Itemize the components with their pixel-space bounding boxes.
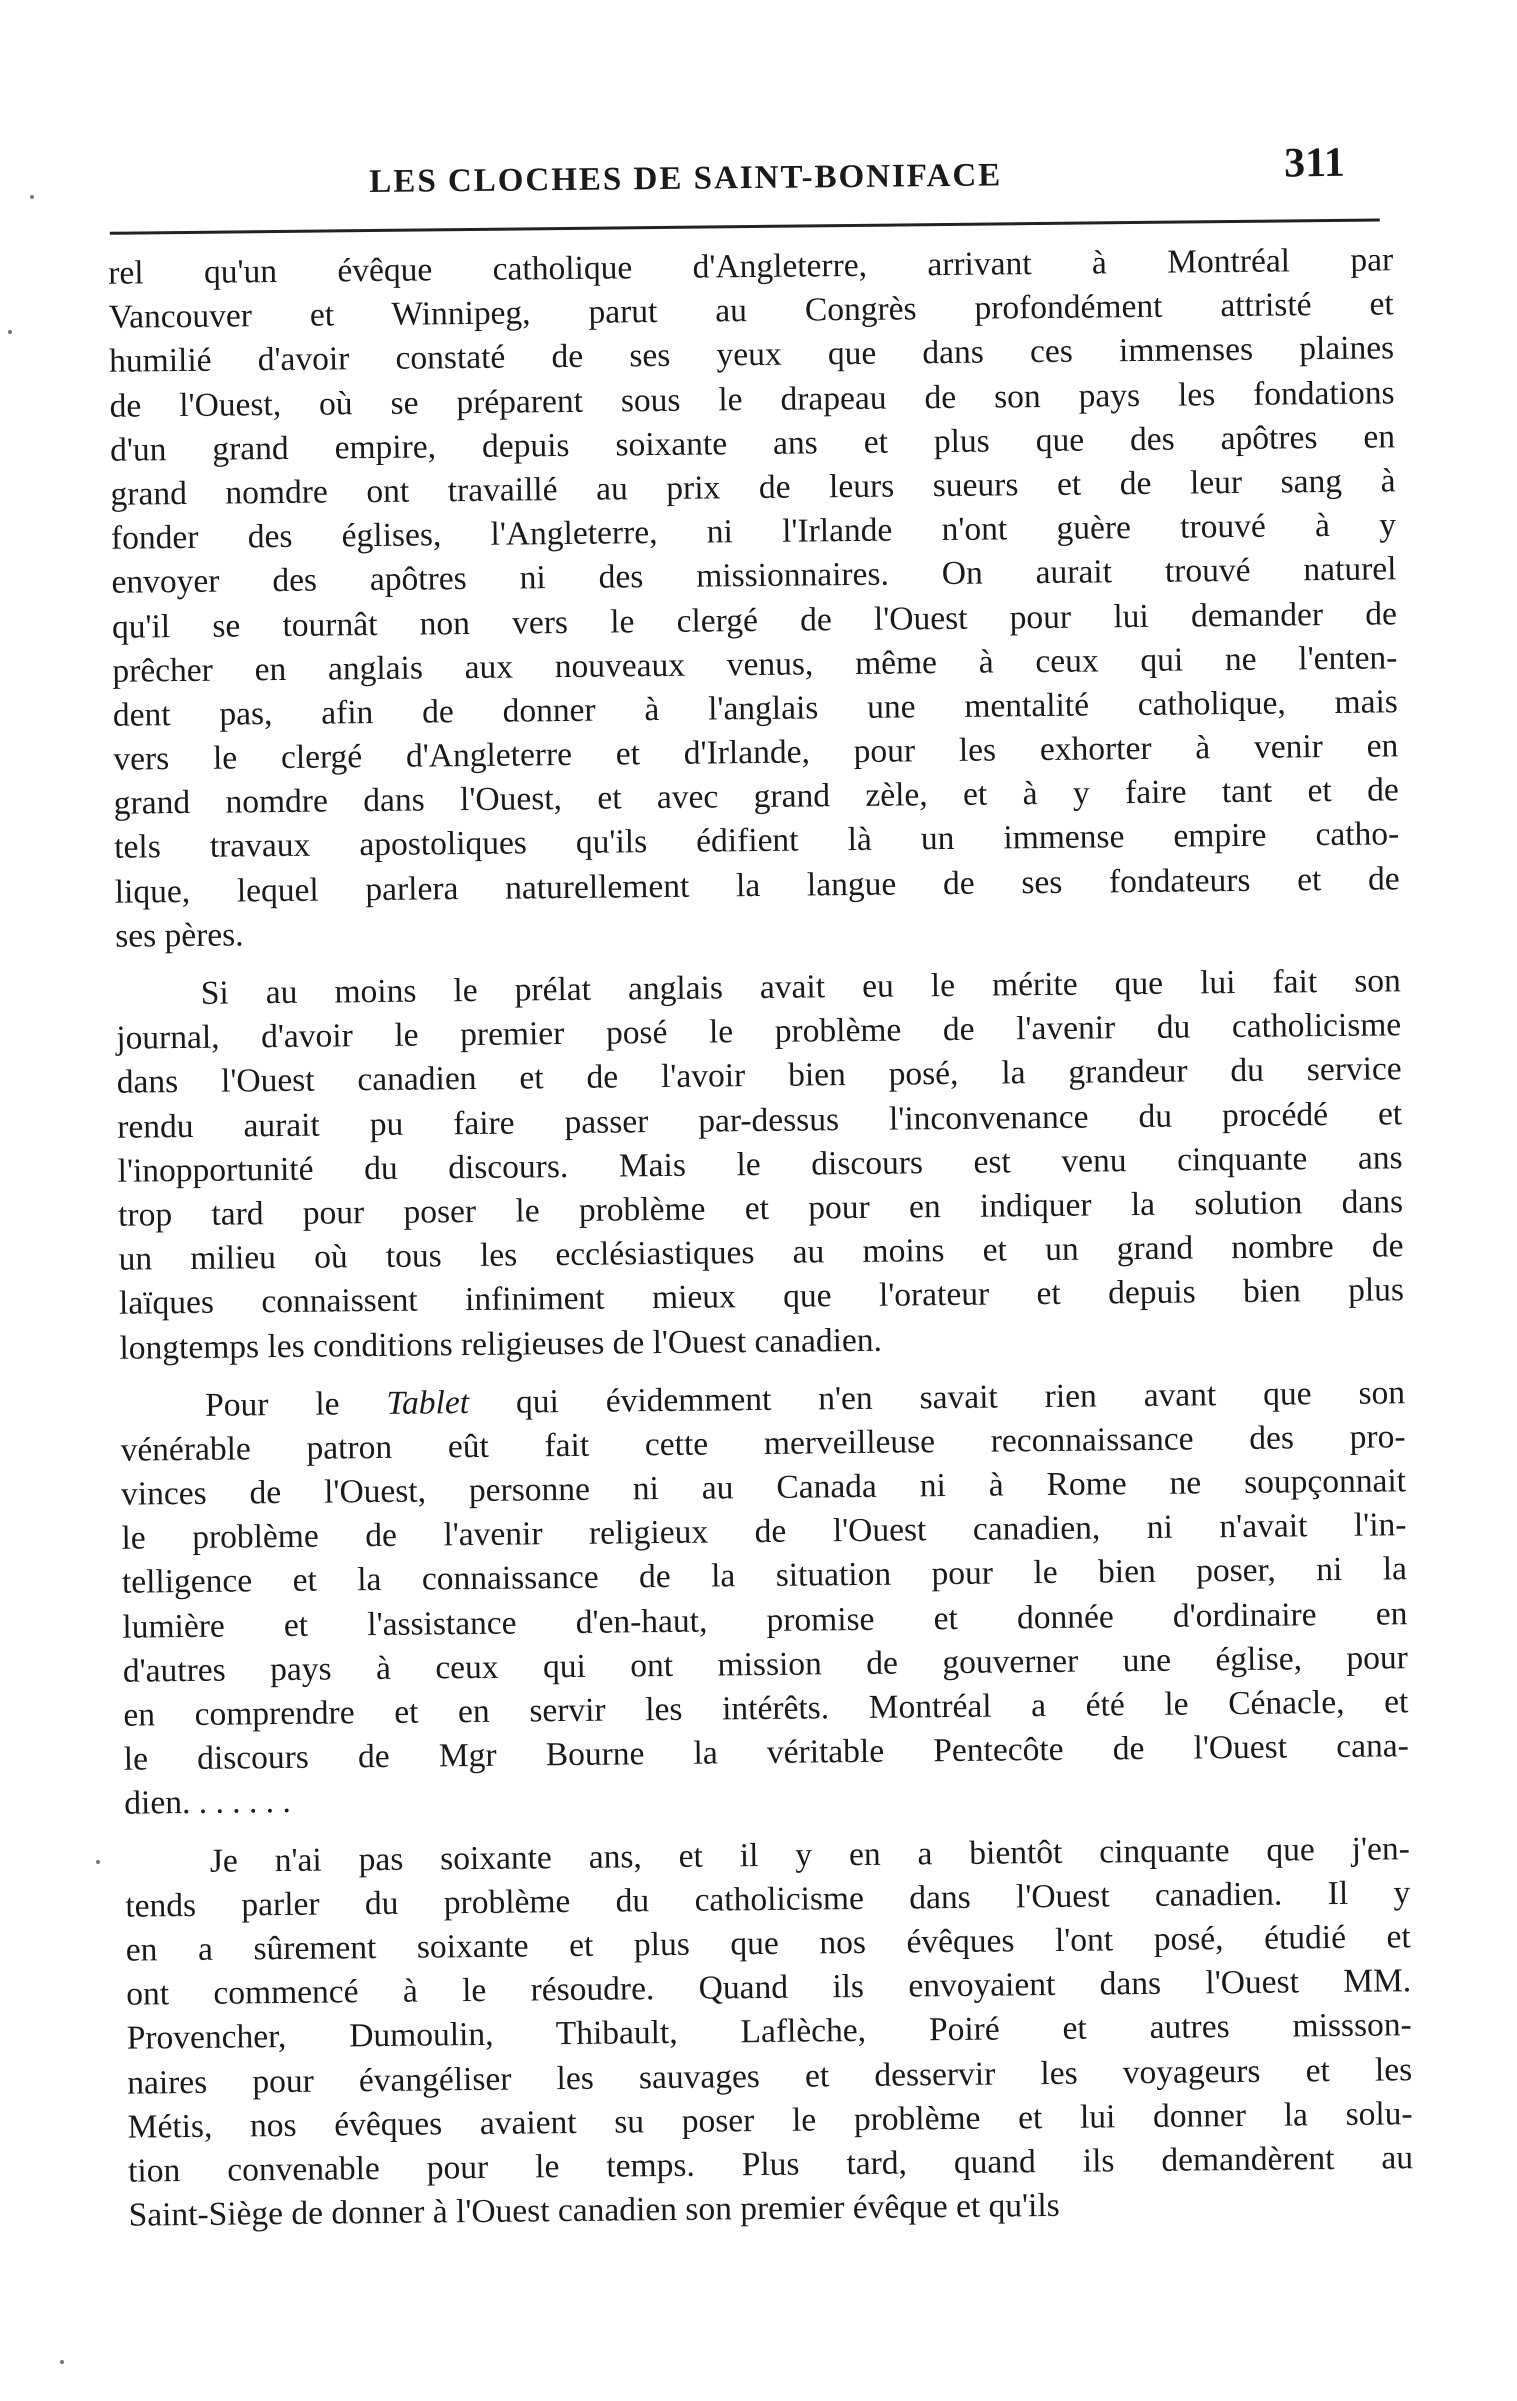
scan-speck <box>8 330 12 334</box>
text-line: tion convenable pour le temps. Plus tard, quand ils demandèrent au <box>127 2139 1414 2190</box>
text-line: un milieu où tous les ecclésiastiques au moins et un grand nombre de <box>118 1227 1404 1278</box>
text-line: grand nomdre ont travaillé au prix de leurs sueurs et de leur sang à <box>110 462 1396 513</box>
text-line: vénérable patron eût fait cette merveilleuse reconnaissance des pro- <box>120 1418 1406 1469</box>
text-line: lumière et l'assistance d'en-haut, promise et donnée d'ordinaire en <box>122 1594 1408 1646</box>
text-line: longtemps les conditions religieuses de l'Ouest canadien. <box>119 1321 883 1367</box>
text-line: Provencher, Dumoulin, Thibault, Laflèche, Poiré et autres missson- <box>126 2006 1412 2057</box>
text-line: en a sûrement soixante et plus que nos évêques l'ont posé, étudié et <box>125 1918 1411 1969</box>
text-line: dent pas, afin de donner à l'anglais une mentalité catholique, mais <box>112 683 1399 734</box>
text-line: vinces de l'Ouest, personne ni au Canada ni à Rome ne soupçonnait <box>120 1462 1407 1513</box>
scan-speck <box>60 2360 64 2364</box>
text-line: dien. . . . . . . <box>124 1783 292 1823</box>
text-line: de l'Ouest, où se préparent sous le drapeau de son pays les fondations <box>109 373 1395 425</box>
text-line: dans l'Ouest canadien et de l'avoir bien posé, la grandeur du service <box>116 1050 1402 1102</box>
text-line: Si au moins le prélat anglais avait eu le mérite que lui fait son <box>200 962 1401 1012</box>
text-line: tels travaux apostoliques qu'ils édifient là un immense empire catho- <box>114 815 1400 867</box>
header-rule <box>110 218 1380 234</box>
text-line: rendu aurait pu faire passer par-dessus l'inconvenance du procédé et <box>117 1094 1403 1146</box>
text-line: fonder des églises, l'Angleterre, ni l'Irlande n'ont guère trouvé à y <box>110 506 1397 557</box>
text-line: naires pour évangéliser les sauvages et desservir les voyageurs et les <box>127 2050 1413 2102</box>
text-line: Métis, nos évêques avaient su poser le problème et lui donner la solu- <box>127 2094 1413 2146</box>
scan-speck <box>30 195 34 199</box>
text-line: lique, lequel parlera naturellement la langue de ses fondateurs et de <box>114 859 1400 911</box>
text-line: laïques connaissent infiniment mieux que l'orateur et depuis bien plus <box>118 1271 1405 1323</box>
text-line: rel qu'un évêque catholique d'Angleterre, arrivant à Montréal par <box>108 241 1394 292</box>
paragraph <box>125 1827 1414 2238</box>
page-number: 311 <box>1283 139 1346 187</box>
text-line: prêcher en anglais aux nouveaux venus, même à ceux qui ne l'enten- <box>112 638 1398 690</box>
text-line: ses pères. <box>115 916 244 955</box>
paragraph <box>120 1371 1410 1826</box>
text-line: telligence et la connaissance de la situation pour le bien poser, ni la <box>121 1550 1408 1602</box>
text-line: vers le clergé d'Angleterre et d'Irlande, pour les exhorter à venir en <box>113 727 1399 778</box>
paragraph <box>108 238 1400 958</box>
text-line: humilié d'avoir constaté de ses yeux que dans ces immenses plaines <box>108 329 1395 381</box>
text-line: en comprendre et en servir les intérêts. Montréal a été le Cénacle, et <box>123 1683 1409 1734</box>
text-line: d'autres pays à ceux qui ont mission de gouverner une église, pour <box>122 1639 1409 1690</box>
text-line: Saint-Siège de donner à l'Ouest canadien son premier évêque et qu'ils <box>128 2186 1060 2234</box>
text-line: l'inopportunité du discours. Mais le discours est venu cinquante ans <box>117 1139 1403 1190</box>
text-line: le problème de l'avenir religieux de l'Ouest canadien, ni n'avait l'in- <box>121 1506 1407 1557</box>
text-line: le discours de Mgr Bourne la véritable Pentecôte de l'Ouest cana- <box>123 1727 1409 1778</box>
text-line: Je n'ai pas soixante ans, et il y en a bientôt cinquante que j'en- <box>209 1829 1411 1880</box>
text-line: Pour le Tablet qui évidemment n'en savait rien avant que son <box>204 1373 1406 1424</box>
text-line: envoyer des apôtres ni des missionnaires. On aurait trouvé naturel <box>111 550 1397 602</box>
text-line: d'un grand empire, depuis soixante ans et plus que des apôtres en <box>109 418 1396 469</box>
body-text <box>108 238 1414 2252</box>
paragraph <box>116 959 1405 1370</box>
scan-speck <box>96 1860 100 1864</box>
text-line: ont commencé à le résoudre. Quand ils envoyaient dans l'Ouest MM. <box>126 1962 1412 2013</box>
text-line: Vancouver et Winnipeg, parut au Congrès profondément attristé et <box>108 285 1394 336</box>
text-line: qu'il se tournât non vers le clergé de l'Ouest pour lui demander de <box>111 594 1398 646</box>
text-line: tends parler du problème du catholicisme dans l'Ouest canadien. Il y <box>125 1873 1411 1925</box>
text-line: grand nomdre dans l'Ouest, et avec grand zèle, et à y faire tant et de <box>113 771 1399 822</box>
running-head: LES CLOCHES DE SAINT-BONIFACE <box>369 157 1003 201</box>
text-line: journal, d'avoir le premier posé le problème de l'avenir du catholicisme <box>116 1006 1402 1057</box>
text-line: trop tard pour poser le problème et pour en indiquer la solution dans <box>117 1183 1404 1234</box>
